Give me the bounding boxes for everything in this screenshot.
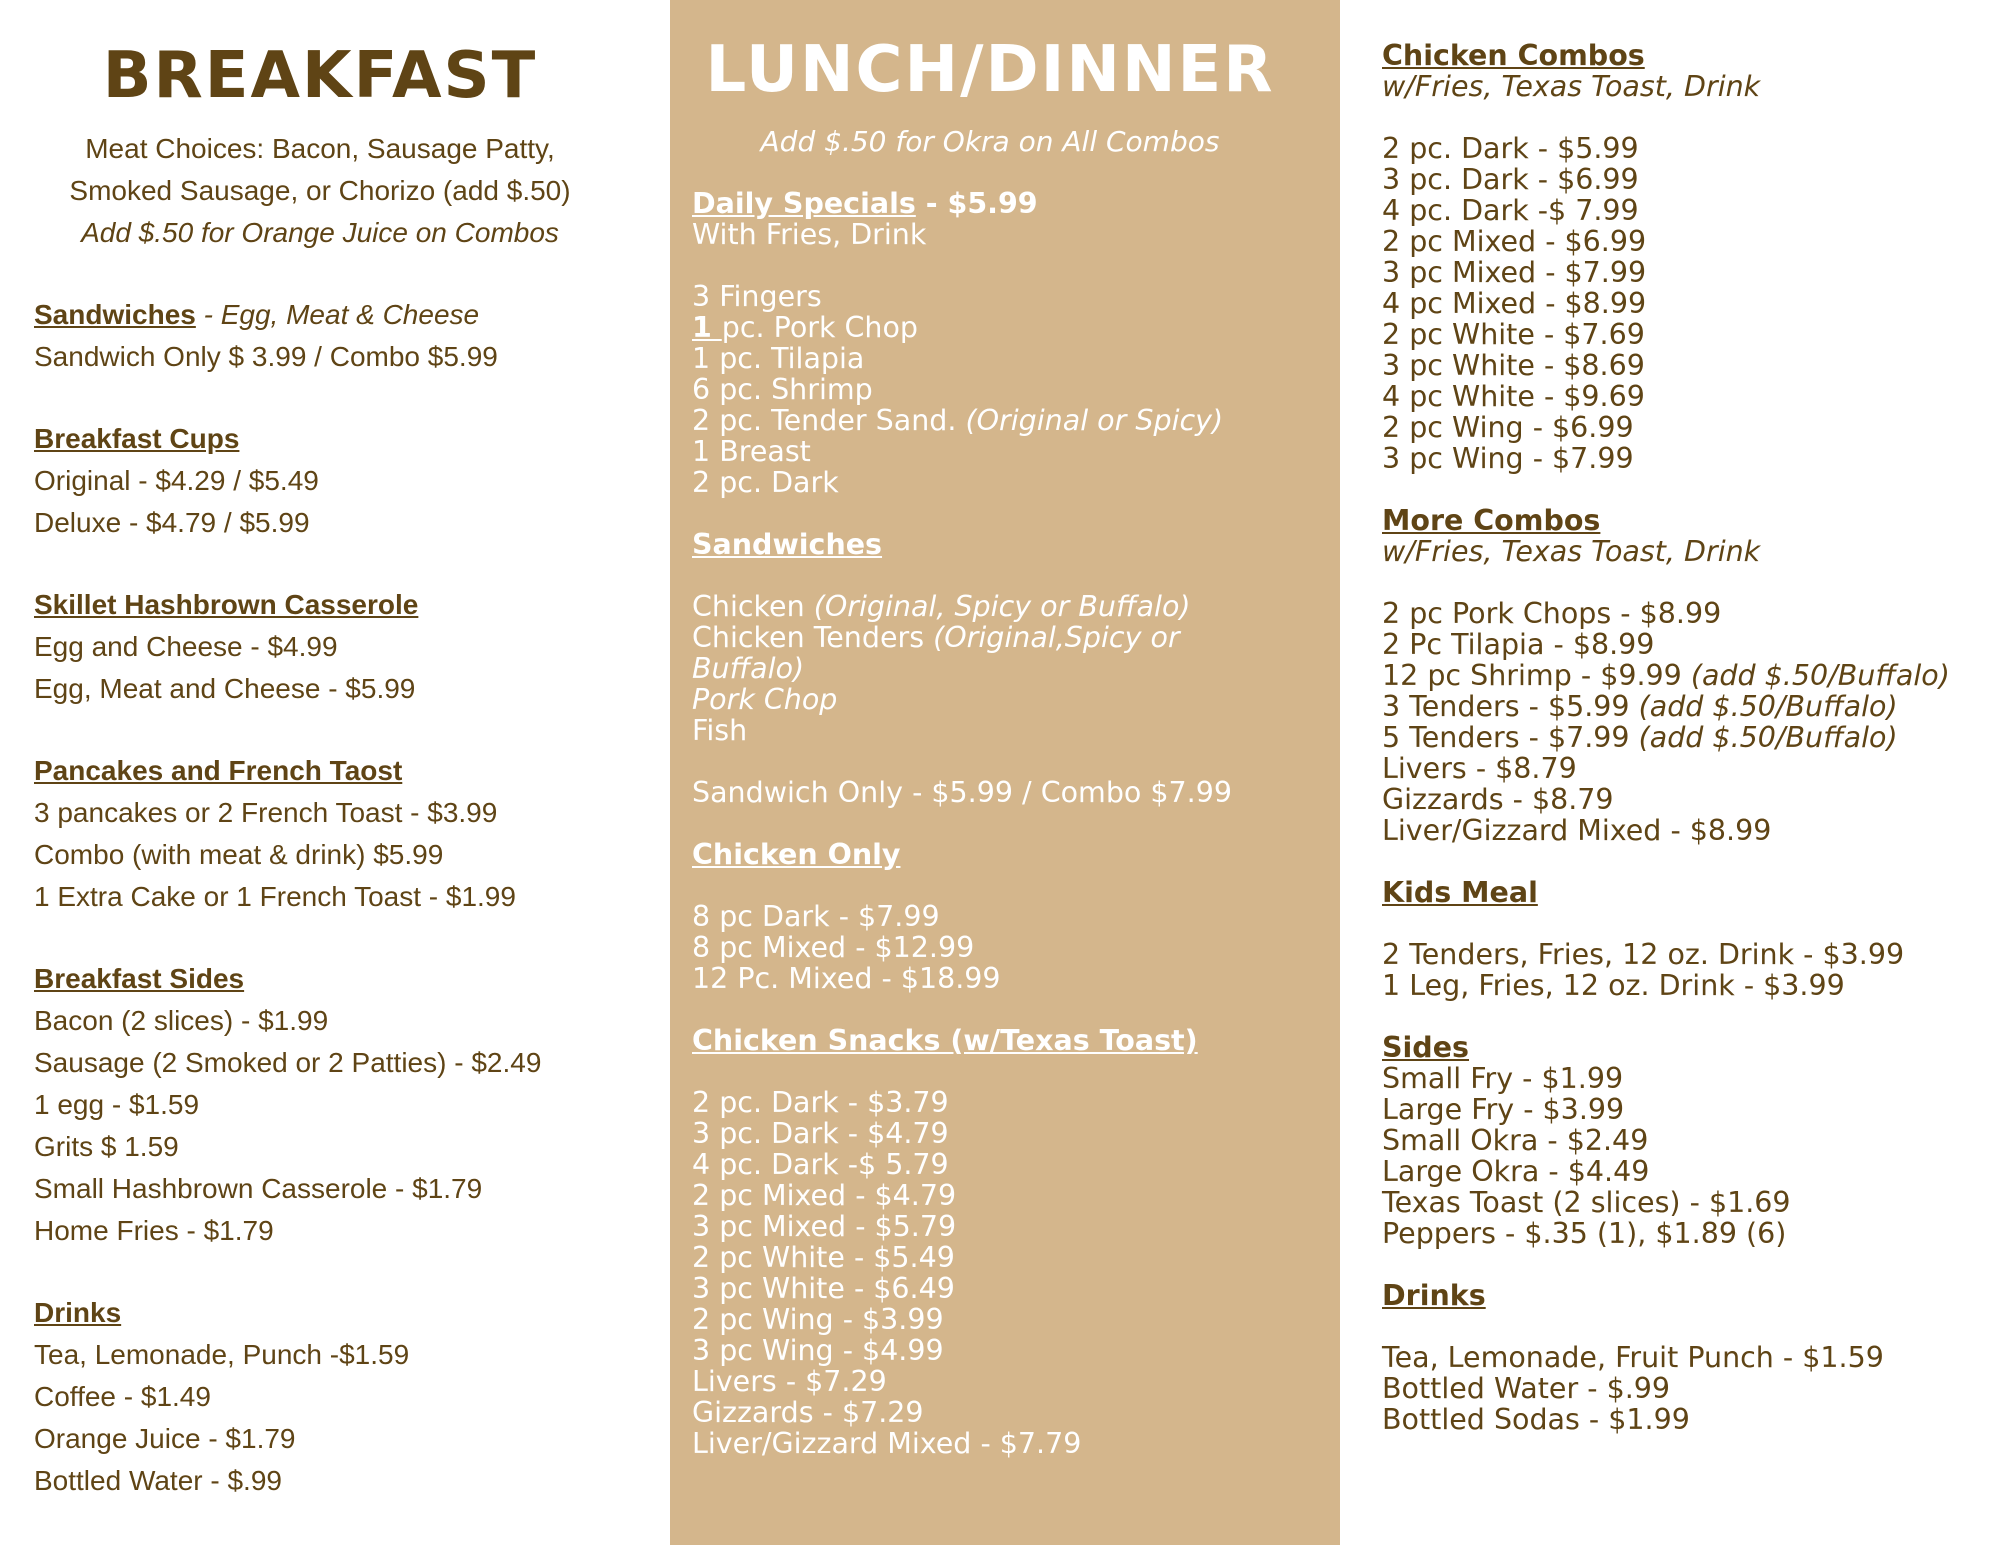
menu-item: 4 pc. Dark -$ 7.99 — [1382, 194, 1639, 227]
orange-juice-note: Add $.50 for Orange Juice on Combos — [81, 217, 559, 248]
menu-item: Egg, Meat and Cheese - $5.99 — [34, 673, 416, 704]
menu-item: 1 pc. Tilapia — [692, 342, 865, 375]
menu-item: 4 pc White - $9.69 — [1382, 380, 1645, 413]
tenders-sandwich-note-cont: Buffalo) — [692, 652, 805, 685]
menu-item — [692, 312, 1340, 343]
menu-item: 3 pc. Dark - $4.79 — [692, 1117, 949, 1150]
chicken-sandwich-label: Chicken — [692, 590, 814, 623]
menu-item: 3 pancakes or 2 French Toast - $3.99 — [34, 797, 498, 828]
menu-item: Livers - $7.29 — [692, 1365, 887, 1398]
section-heading: Breakfast Sides — [34, 963, 245, 994]
section-subtitle: w/Fries, Texas Toast, Drink — [1382, 535, 1761, 568]
menu-item: Tea, Lemonade, Fruit Punch - $1.59 — [1382, 1341, 1884, 1374]
menu-item: Large Okra - $4.49 — [1382, 1155, 1650, 1188]
section-heading: Drinks — [1382, 1279, 1486, 1312]
section-heading: Breakfast Cups — [34, 423, 240, 454]
menu-item: 2 pc Pork Chops - $8.99 — [1382, 597, 1722, 630]
section-heading: Skillet Hashbrown Casserole — [34, 589, 419, 620]
menu-item: Sandwich Only $ 3.99 / Combo $5.99 — [34, 341, 498, 372]
menu-item: Livers - $8.79 — [1382, 752, 1577, 785]
section-heading: Daily Specials — [692, 187, 916, 220]
menu-item: 2 pc Mixed - $6.99 — [1382, 225, 1647, 258]
menu-item: Egg and Cheese - $4.99 — [34, 631, 338, 662]
menu-item: Texas Toast (2 slices) - $1.69 — [1382, 1186, 1791, 1219]
menu-item: 2 Tenders, Fries, 12 oz. Drink - $3.99 — [1382, 938, 1905, 971]
section-heading: More Combos — [1382, 504, 1601, 537]
kids-meal-section — [1382, 877, 2000, 1001]
menu-item: 3 pc Wing - $4.99 — [692, 1334, 944, 1367]
section-heading: Sides — [1382, 1031, 1469, 1064]
section-subtitle: With Fries, Drink — [692, 218, 927, 251]
menu-item: Deluxe - $4.79 / $5.99 — [34, 507, 310, 538]
chicken-combos-section — [1382, 40, 2000, 474]
menu-item — [692, 405, 1340, 436]
menu-item: Large Fry - $3.99 — [1382, 1093, 1625, 1126]
menu-item: 3 pc Mixed - $7.99 — [1382, 256, 1647, 289]
more-combos-section — [1382, 505, 2000, 846]
menu-item: Orange Juice - $1.79 — [34, 1423, 296, 1454]
breakfast-title: BREAKFAST — [102, 39, 538, 113]
tenders3-label: 3 Tenders - $5.99 — [1382, 690, 1639, 723]
menu-item: 3 Fingers — [692, 280, 822, 313]
meat-choices-line: Meat Choices: Bacon, Sausage Patty, — [85, 133, 555, 164]
menu-item: Small Hashbrown Casserole - $1.79 — [34, 1173, 483, 1204]
menu-item: Coffee - $1.49 — [34, 1381, 211, 1412]
menu-item: Peppers - $.35 (1), $1.89 (6) — [1382, 1217, 1787, 1250]
section-description: - Egg, Meat & Cheese — [195, 299, 480, 330]
section-heading: Pancakes and French Taost — [34, 755, 403, 786]
menu-item: 12 Pc. Mixed - $18.99 — [692, 962, 1001, 995]
pancakes-section — [34, 750, 670, 918]
breakfast-column — [0, 0, 670, 1545]
menu-item: Small Fry - $1.99 — [1382, 1062, 1624, 1095]
sandwich-price: Sandwich Only - $5.99 / Combo $7.99 — [692, 776, 1232, 809]
menu-item: 3 pc. Dark - $6.99 — [1382, 163, 1639, 196]
menu-item: 2 pc Wing - $3.99 — [692, 1303, 944, 1336]
menu-item: Bacon (2 slices) - $1.99 — [34, 1005, 329, 1036]
breakfast-intro — [10, 128, 630, 254]
menu-item: 2 pc Mixed - $4.79 — [692, 1179, 957, 1212]
tenders5-label: 5 Tenders - $7.99 — [1382, 721, 1639, 754]
breakfast-sides-section — [34, 958, 670, 1252]
menu-item: Bottled Sodas - $1.99 — [1382, 1403, 1690, 1436]
breakfast-drinks-section — [34, 1292, 670, 1502]
section-subtitle: w/Fries, Texas Toast, Drink — [1382, 70, 1761, 103]
breakfast-cups-section — [34, 418, 670, 544]
menu-item: 2 Pc Tilapia - $8.99 — [1382, 628, 1655, 661]
menu-item: 4 pc Mixed - $8.99 — [1382, 287, 1647, 320]
shrimp-note: (add $.50/Buffalo) — [1690, 659, 1950, 692]
section-heading: Chicken Combos — [1382, 39, 1645, 72]
lunch-dinner-title: LUNCH/DINNER — [705, 33, 1275, 107]
tenders5-note: (add $.50/Buffalo) — [1638, 721, 1898, 754]
tender-sandwich-label: 2 pc. Tender Sand. — [692, 404, 966, 437]
menu-item: Home Fries - $1.79 — [34, 1215, 274, 1246]
tender-sandwich-note: (Original or Spicy) — [965, 404, 1224, 437]
skillet-section — [34, 584, 670, 710]
section-heading: Drinks — [34, 1297, 122, 1328]
lunch-sandwiches-section — [692, 529, 1340, 808]
menu-item: 2 pc Wing - $6.99 — [1382, 411, 1634, 444]
chicken-sandwich-note: (Original, Spicy or Buffalo) — [813, 590, 1191, 623]
tenders-sandwich-label: Chicken Tenders — [692, 621, 934, 654]
menu-item: Pork Chop — [692, 683, 838, 716]
shrimp-label: 12 pc Shrimp - $9.99 — [1382, 659, 1691, 692]
drinks-section — [1382, 1280, 2000, 1435]
tenders3-note: (add $.50/Buffalo) — [1638, 690, 1898, 723]
menu-item: 1 Extra Cake or 1 French Toast - $1.99 — [34, 881, 516, 912]
menu-item: Small Okra - $2.49 — [1382, 1124, 1649, 1157]
section-heading: Sandwiches — [34, 299, 196, 330]
section-heading: Sandwiches — [692, 528, 883, 561]
tenders-sandwich-note: (Original,Spicy or — [933, 621, 1180, 654]
menu-item: 6 pc. Shrimp — [692, 373, 873, 406]
menu-item: Gizzards - $7.29 — [692, 1396, 924, 1429]
menu-item: Bottled Water - $.99 — [34, 1465, 282, 1496]
menu-item: 2 pc White - $5.49 — [692, 1241, 955, 1274]
chicken-snacks-section — [692, 1025, 1340, 1459]
menu-item: Sausage (2 Smoked or 2 Patties) - $2.49 — [34, 1047, 542, 1078]
menu-item — [692, 622, 1340, 653]
menu-item: 8 pc Mixed - $12.99 — [692, 931, 975, 964]
menu-item: 1 Leg, Fries, 12 oz. Drink - $3.99 — [1382, 969, 1845, 1002]
menu-item: 2 pc. Dark — [692, 466, 839, 499]
menu-item: 1 Breast — [692, 435, 811, 468]
menu-item: 3 pc Mixed - $5.79 — [692, 1210, 957, 1243]
section-heading: Chicken Snacks (w/Texas Toast) — [692, 1024, 1198, 1057]
menu-item: 2 pc White - $7.69 — [1382, 318, 1645, 351]
menu-item: 1 egg - $1.59 — [34, 1089, 200, 1120]
menu-item: Grits $ 1.59 — [34, 1131, 179, 1162]
breakfast-sandwiches-section — [34, 294, 670, 378]
menu-item: Original - $4.29 / $5.49 — [34, 465, 319, 496]
menu-item: 2 pc. Dark - $3.79 — [692, 1086, 949, 1119]
menu-item: 3 pc White - $8.69 — [1382, 349, 1645, 382]
menu-item: 4 pc. Dark -$ 5.79 — [692, 1148, 949, 1181]
menu-item: Bottled Water - $.99 — [1382, 1372, 1671, 1405]
menu-item: Tea, Lemonade, Punch -$1.59 — [34, 1339, 410, 1370]
okra-note: Add $.50 for Okra on All Combos — [760, 125, 1220, 158]
section-heading: Chicken Only — [692, 838, 901, 871]
menu-item: Liver/Gizzard Mixed - $7.79 — [692, 1427, 1082, 1460]
pork-chop-count: 1 — [692, 311, 722, 344]
menu-item: 2 pc. Dark - $5.99 — [1382, 132, 1639, 165]
menu-item — [692, 591, 1340, 622]
menu-item: 8 pc Dark - $7.99 — [692, 900, 940, 933]
menu-item: Liver/Gizzard Mixed - $8.99 — [1382, 814, 1772, 847]
meat-choices-line: Smoked Sausage, or Chorizo (add $.50) — [69, 175, 571, 206]
pork-chop-label: pc. Pork Chop — [721, 311, 919, 344]
menu-item: Gizzards - $8.79 — [1382, 783, 1614, 816]
specials-price: - $5.99 — [915, 187, 1038, 220]
chicken-only-section — [692, 839, 1340, 994]
combos-column — [1340, 0, 2000, 1545]
menu-item — [1382, 691, 2000, 722]
menu-item — [1382, 722, 2000, 753]
lunch-dinner-column — [670, 0, 1340, 1545]
menu-item: 3 pc Wing - $7.99 — [1382, 442, 1634, 475]
menu-item: 3 pc White - $6.49 — [692, 1272, 955, 1305]
daily-specials-section — [692, 188, 1340, 498]
section-heading: Kids Meal — [1382, 876, 1538, 909]
sides-section — [1382, 1032, 2000, 1249]
menu-item — [1382, 660, 2000, 691]
menu-item: Combo (with meat & drink) $5.99 — [34, 839, 444, 870]
menu-item: Fish — [692, 714, 748, 747]
